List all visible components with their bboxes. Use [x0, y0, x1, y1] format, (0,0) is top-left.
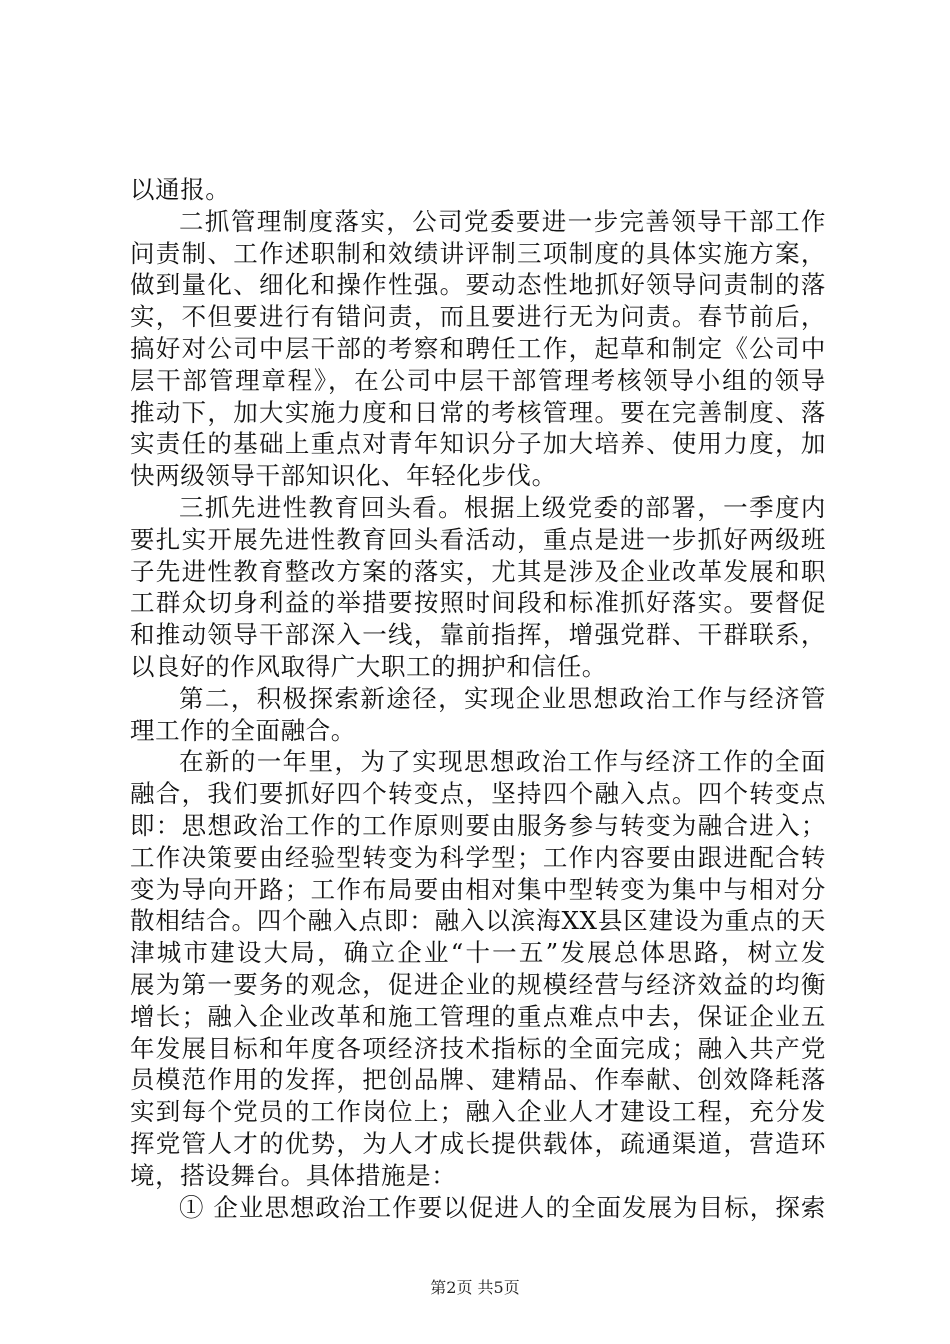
section-heading: 理工作的全面融合。 [130, 715, 356, 745]
text-line: 年发展目标和年度各项经济技术指标的全面完成；融入共产党 [130, 1033, 826, 1063]
text-line: 问责制、工作述职制和效绩讲评制三项制度的具体实施方案， [130, 238, 826, 268]
text-line: 以通报。 [130, 175, 231, 204]
text-line: 员模范作用的发挥，把创品牌、建精品、作奉献、创效降耗落 [130, 1065, 826, 1095]
text-line: 推动下，加大实施力度和日常的考核管理。要在完善制度、落 [130, 397, 826, 427]
text-line: 境，搭设舞台。具体措施是： [130, 1160, 457, 1190]
text-line: 三抓先进性教育回头看。根据上级党委的部署，一季度内 [179, 492, 826, 522]
text-line: 要扎实开展先进性教育回头看活动，重点是进一步抓好两级班 [130, 524, 826, 554]
text-line: 增长；融入企业改革和施工管理的重点难点中去，保证企业五 [130, 1001, 826, 1031]
text-line: 和推动领导干部深入一线，靠前指挥，增强党群、干群联系， [130, 620, 826, 650]
text-line: 快两级领导干部知识化、年轻化步伐。 [130, 461, 557, 491]
text-line: 津城市建设大局，确立企业“十一五”发展总体思路，树立发 [130, 938, 826, 968]
text-line: 在新的一年里，为了实现思想政治工作与经济工作的全面 [179, 747, 826, 777]
list-item: ① 企业思想政治工作要以促进人的全面发展为目标，探索 [179, 1192, 826, 1222]
text-line: 融合，我们要抓好四个转变点，坚持四个融入点。四个转变点 [130, 779, 826, 809]
text-line: 二抓管理制度落实，公司党委要进一步完善领导干部工作 [179, 206, 826, 236]
text-line: 变为导向开路；工作布局要由相对集中型转变为集中与相对分 [130, 874, 826, 904]
text-line: 实责任的基础上重点对青年知识分子加大培养、使用力度，加 [130, 429, 826, 459]
section-heading: 第二，积极探索新途径，实现企业思想政治工作与经济管 [179, 683, 826, 713]
page-number-footer: 第2页 共5页 [430, 1278, 520, 1297]
text-line: 散相结合。四个融入点即：融入以滨海XX县区建设为重点的天 [130, 906, 826, 936]
document-body [130, 174, 826, 1223]
text-line: 挥党管人才的优势，为人才成长提供载体，疏通渠道，营造环 [130, 1128, 826, 1158]
text-line: 子先进性教育整改方案的落实，尤其是涉及企业改革发展和职 [130, 556, 826, 586]
text-line: 展为第一要务的观念，促进企业的规模经营与经济效益的均衡 [130, 969, 826, 999]
text-line: 实到每个党员的工作岗位上；融入企业人才建设工程，充分发 [130, 1097, 826, 1127]
text-line: 工群众切身利益的举措要按照时间段和标准抓好落实。要督促 [130, 588, 826, 618]
text-line: 层干部管理章程》，在公司中层干部管理考核领导小组的领导 [130, 365, 826, 395]
text-line: 实，不但要进行有错问责，而且要进行无为问责。春节前后， [130, 302, 826, 332]
text-line: 以良好的作风取得广大职工的拥护和信任。 [130, 651, 607, 681]
text-line: 做到量化、细化和操作性强。要动态性地抓好领导问责制的落 [130, 270, 826, 300]
text-line: 搞好对公司中层干部的考察和聘任工作，起草和制定《公司中 [130, 333, 826, 363]
text-line: 即：思想政治工作的工作原则要由服务参与转变为融合进入； [130, 810, 826, 840]
text-line: 工作决策要由经验型转变为科学型；工作内容要由跟进配合转 [130, 842, 826, 872]
